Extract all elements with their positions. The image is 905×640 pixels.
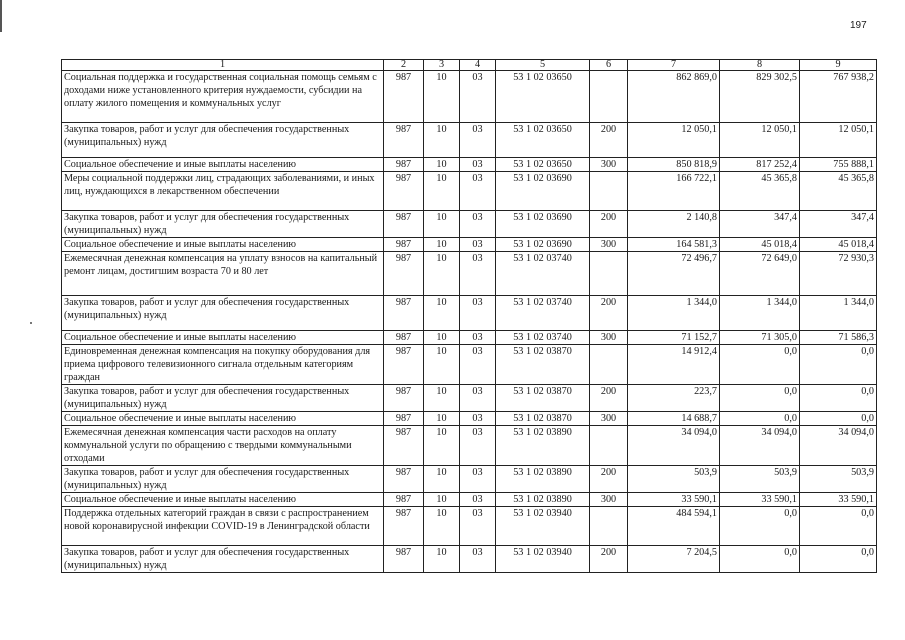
table-row bbox=[62, 123, 877, 158]
budget-code: 987 bbox=[384, 385, 424, 412]
expense-type-code: 200 bbox=[590, 385, 628, 412]
amount-col-7: 7 204,5 bbox=[628, 546, 720, 573]
amount-col-7: 33 590,1 bbox=[628, 493, 720, 507]
budget-code: 987 bbox=[384, 466, 424, 493]
page-number: 197 bbox=[850, 20, 867, 31]
subsection-code: 03 bbox=[460, 158, 496, 172]
amount-col-7: 34 094,0 bbox=[628, 426, 720, 466]
amount-col-9: 755 888,1 bbox=[800, 158, 877, 172]
amount-col-9: 0,0 bbox=[800, 345, 877, 385]
amount-col-8: 45 365,8 bbox=[720, 172, 800, 211]
section-code: 10 bbox=[424, 172, 460, 211]
amount-col-8: 0,0 bbox=[720, 345, 800, 385]
target-article-code: 53 1 02 03740 bbox=[496, 296, 590, 331]
target-article-code: 53 1 02 03890 bbox=[496, 466, 590, 493]
subsection-code: 03 bbox=[460, 71, 496, 123]
table-row bbox=[62, 385, 877, 412]
amount-col-7: 850 818,9 bbox=[628, 158, 720, 172]
amount-col-9: 72 930,3 bbox=[800, 252, 877, 296]
subsection-code: 03 bbox=[460, 466, 496, 493]
amount-col-7: 166 722,1 bbox=[628, 172, 720, 211]
column-number-header: 3 bbox=[424, 60, 460, 71]
amount-col-9: 1 344,0 bbox=[800, 296, 877, 331]
table-row bbox=[62, 426, 877, 466]
amount-col-8: 1 344,0 bbox=[720, 296, 800, 331]
budget-code: 987 bbox=[384, 426, 424, 466]
amount-col-8: 33 590,1 bbox=[720, 493, 800, 507]
row-name: Закупка товаров, работ и услуг для обеспечения государственных (муниципальных) нужд bbox=[62, 546, 384, 573]
section-code: 10 bbox=[424, 426, 460, 466]
section-code: 10 bbox=[424, 211, 460, 238]
amount-col-9: 33 590,1 bbox=[800, 493, 877, 507]
table-row bbox=[62, 546, 877, 573]
expense-type-code bbox=[590, 345, 628, 385]
row-name: Поддержка отдельных категорий граждан в связи с распространением новой коронавирусной инфекции COVID-19 в Ленинградской области bbox=[62, 507, 384, 546]
section-code: 10 bbox=[424, 238, 460, 252]
row-name: Ежемесячная денежная компенсация части расходов на оплату коммунальной услуги по обращению с твердыми коммунальными отходами bbox=[62, 426, 384, 466]
column-number-header: 1 bbox=[62, 60, 384, 71]
subsection-code: 03 bbox=[460, 385, 496, 412]
column-number-header: 4 bbox=[460, 60, 496, 71]
target-article-code: 53 1 02 03870 bbox=[496, 385, 590, 412]
amount-col-7: 164 581,3 bbox=[628, 238, 720, 252]
budget-code: 987 bbox=[384, 493, 424, 507]
row-name: Единовременная денежная компенсация на покупку оборудования для приема цифрового телевизионного сигнала отдельным категориям граждан bbox=[62, 345, 384, 385]
amount-col-9: 34 094,0 bbox=[800, 426, 877, 466]
target-article-code: 53 1 02 03650 bbox=[496, 123, 590, 158]
target-article-code: 53 1 02 03870 bbox=[496, 345, 590, 385]
target-article-code: 53 1 02 03690 bbox=[496, 211, 590, 238]
expense-type-code bbox=[590, 426, 628, 466]
target-article-code: 53 1 02 03940 bbox=[496, 546, 590, 573]
row-name: Закупка товаров, работ и услуг для обеспечения государственных (муниципальных) нужд bbox=[62, 296, 384, 331]
table-row bbox=[62, 158, 877, 172]
budget-code: 987 bbox=[384, 172, 424, 211]
column-number-header: 7 bbox=[628, 60, 720, 71]
row-name: Закупка товаров, работ и услуг для обеспечения государственных (муниципальных) нужд bbox=[62, 211, 384, 238]
amount-col-7: 1 344,0 bbox=[628, 296, 720, 331]
table-body bbox=[62, 71, 877, 573]
budget-code: 987 bbox=[384, 252, 424, 296]
column-number-header: 6 bbox=[590, 60, 628, 71]
section-code: 10 bbox=[424, 123, 460, 158]
row-name: Закупка товаров, работ и услуг для обеспечения государственных (муниципальных) нужд bbox=[62, 466, 384, 493]
row-name: Закупка товаров, работ и услуг для обеспечения государственных (муниципальных) нужд bbox=[62, 123, 384, 158]
amount-col-9: 45 018,4 bbox=[800, 238, 877, 252]
amount-col-8: 12 050,1 bbox=[720, 123, 800, 158]
expense-type-code: 200 bbox=[590, 211, 628, 238]
section-code: 10 bbox=[424, 71, 460, 123]
subsection-code: 03 bbox=[460, 345, 496, 385]
subsection-code: 03 bbox=[460, 172, 496, 211]
amount-col-7: 2 140,8 bbox=[628, 211, 720, 238]
amount-col-7: 71 152,7 bbox=[628, 331, 720, 345]
amount-col-8: 817 252,4 bbox=[720, 158, 800, 172]
table-row bbox=[62, 466, 877, 493]
amount-col-7: 503,9 bbox=[628, 466, 720, 493]
scan-speck bbox=[30, 322, 32, 324]
table-row bbox=[62, 211, 877, 238]
table-row bbox=[62, 507, 877, 546]
table-row bbox=[62, 412, 877, 426]
amount-col-8: 72 649,0 bbox=[720, 252, 800, 296]
expense-type-code: 200 bbox=[590, 123, 628, 158]
amount-col-7: 12 050,1 bbox=[628, 123, 720, 158]
amount-col-7: 14 912,4 bbox=[628, 345, 720, 385]
budget-table bbox=[61, 59, 877, 573]
target-article-code: 53 1 02 03690 bbox=[496, 238, 590, 252]
amount-col-9: 0,0 bbox=[800, 412, 877, 426]
section-code: 10 bbox=[424, 296, 460, 331]
section-code: 10 bbox=[424, 385, 460, 412]
target-article-code: 53 1 02 03740 bbox=[496, 252, 590, 296]
subsection-code: 03 bbox=[460, 412, 496, 426]
subsection-code: 03 bbox=[460, 238, 496, 252]
expense-type-code: 200 bbox=[590, 296, 628, 331]
amount-col-8: 503,9 bbox=[720, 466, 800, 493]
row-name: Социальное обеспечение и иные выплаты населению bbox=[62, 412, 384, 426]
expense-type-code: 300 bbox=[590, 238, 628, 252]
budget-code: 987 bbox=[384, 345, 424, 385]
subsection-code: 03 bbox=[460, 426, 496, 466]
amount-col-8: 34 094,0 bbox=[720, 426, 800, 466]
expense-type-code: 200 bbox=[590, 466, 628, 493]
subsection-code: 03 bbox=[460, 493, 496, 507]
amount-col-9: 45 365,8 bbox=[800, 172, 877, 211]
column-number-header: 8 bbox=[720, 60, 800, 71]
amount-col-8: 829 302,5 bbox=[720, 71, 800, 123]
budget-code: 987 bbox=[384, 507, 424, 546]
subsection-code: 03 bbox=[460, 546, 496, 573]
section-code: 10 bbox=[424, 493, 460, 507]
subsection-code: 03 bbox=[460, 211, 496, 238]
table-row bbox=[62, 71, 877, 123]
subsection-code: 03 bbox=[460, 507, 496, 546]
amount-col-8: 71 305,0 bbox=[720, 331, 800, 345]
row-name: Социальное обеспечение и иные выплаты населению bbox=[62, 238, 384, 252]
table-row bbox=[62, 331, 877, 345]
amount-col-7: 484 594,1 bbox=[628, 507, 720, 546]
subsection-code: 03 bbox=[460, 123, 496, 158]
row-name: Социальное обеспечение и иные выплаты населению bbox=[62, 493, 384, 507]
budget-code: 987 bbox=[384, 296, 424, 331]
expense-type-code bbox=[590, 71, 628, 123]
section-code: 10 bbox=[424, 252, 460, 296]
row-name: Социальная поддержка и государственная социальная помощь семьям с доходами ниже установленного критерия нуждаемости, субсидии на оплату жилого помещения и коммунальных услуг bbox=[62, 71, 384, 123]
expense-type-code bbox=[590, 172, 628, 211]
amount-col-9: 0,0 bbox=[800, 546, 877, 573]
amount-col-9: 0,0 bbox=[800, 507, 877, 546]
table-row bbox=[62, 345, 877, 385]
budget-code: 987 bbox=[384, 546, 424, 573]
table-row bbox=[62, 238, 877, 252]
expense-type-code: 300 bbox=[590, 493, 628, 507]
table-row bbox=[62, 296, 877, 331]
budget-code: 987 bbox=[384, 211, 424, 238]
expense-type-code: 300 bbox=[590, 412, 628, 426]
section-code: 10 bbox=[424, 546, 460, 573]
target-article-code: 53 1 02 03650 bbox=[496, 158, 590, 172]
amount-col-9: 0,0 bbox=[800, 385, 877, 412]
table-row bbox=[62, 252, 877, 296]
target-article-code: 53 1 02 03940 bbox=[496, 507, 590, 546]
target-article-code: 53 1 02 03870 bbox=[496, 412, 590, 426]
amount-col-9: 12 050,1 bbox=[800, 123, 877, 158]
amount-col-7: 72 496,7 bbox=[628, 252, 720, 296]
budget-code: 987 bbox=[384, 412, 424, 426]
amount-col-8: 0,0 bbox=[720, 412, 800, 426]
budget-code: 987 bbox=[384, 238, 424, 252]
expense-type-code: 200 bbox=[590, 546, 628, 573]
budget-code: 987 bbox=[384, 331, 424, 345]
expense-type-code bbox=[590, 252, 628, 296]
column-number-header: 9 bbox=[800, 60, 877, 71]
amount-col-7: 862 869,0 bbox=[628, 71, 720, 123]
section-code: 10 bbox=[424, 345, 460, 385]
section-code: 10 bbox=[424, 507, 460, 546]
section-code: 10 bbox=[424, 412, 460, 426]
target-article-code: 53 1 02 03690 bbox=[496, 172, 590, 211]
amount-col-8: 45 018,4 bbox=[720, 238, 800, 252]
column-number-header: 5 bbox=[496, 60, 590, 71]
target-article-code: 53 1 02 03890 bbox=[496, 493, 590, 507]
section-code: 10 bbox=[424, 158, 460, 172]
row-name: Меры социальной поддержки лиц, страдающих заболеваниями, и иных лиц, нуждающихся в лекарственном обеспечении bbox=[62, 172, 384, 211]
amount-col-8: 0,0 bbox=[720, 507, 800, 546]
amount-col-7: 223,7 bbox=[628, 385, 720, 412]
amount-col-8: 347,4 bbox=[720, 211, 800, 238]
amount-col-9: 503,9 bbox=[800, 466, 877, 493]
subsection-code: 03 bbox=[460, 252, 496, 296]
target-article-code: 53 1 02 03740 bbox=[496, 331, 590, 345]
subsection-code: 03 bbox=[460, 331, 496, 345]
row-name: Ежемесячная денежная компенсация на уплату взносов на капитальный ремонт лицам, достигшим возраста 70 и 80 лет bbox=[62, 252, 384, 296]
row-name: Социальное обеспечение и иные выплаты населению bbox=[62, 331, 384, 345]
expense-type-code: 300 bbox=[590, 331, 628, 345]
column-number-header-row bbox=[62, 60, 877, 71]
target-article-code: 53 1 02 03650 bbox=[496, 71, 590, 123]
column-number-header: 2 bbox=[384, 60, 424, 71]
row-name: Социальное обеспечение и иные выплаты населению bbox=[62, 158, 384, 172]
amount-col-7: 14 688,7 bbox=[628, 412, 720, 426]
table-row bbox=[62, 493, 877, 507]
budget-code: 987 bbox=[384, 123, 424, 158]
target-article-code: 53 1 02 03890 bbox=[496, 426, 590, 466]
row-name: Закупка товаров, работ и услуг для обеспечения государственных (муниципальных) нужд bbox=[62, 385, 384, 412]
expense-type-code: 300 bbox=[590, 158, 628, 172]
scan-edge-mark bbox=[0, 0, 2, 32]
amount-col-8: 0,0 bbox=[720, 385, 800, 412]
amount-col-9: 767 938,2 bbox=[800, 71, 877, 123]
subsection-code: 03 bbox=[460, 296, 496, 331]
table-row bbox=[62, 172, 877, 211]
section-code: 10 bbox=[424, 331, 460, 345]
amount-col-8: 0,0 bbox=[720, 546, 800, 573]
budget-code: 987 bbox=[384, 158, 424, 172]
amount-col-9: 347,4 bbox=[800, 211, 877, 238]
section-code: 10 bbox=[424, 466, 460, 493]
expense-type-code bbox=[590, 507, 628, 546]
amount-col-9: 71 586,3 bbox=[800, 331, 877, 345]
budget-code: 987 bbox=[384, 71, 424, 123]
